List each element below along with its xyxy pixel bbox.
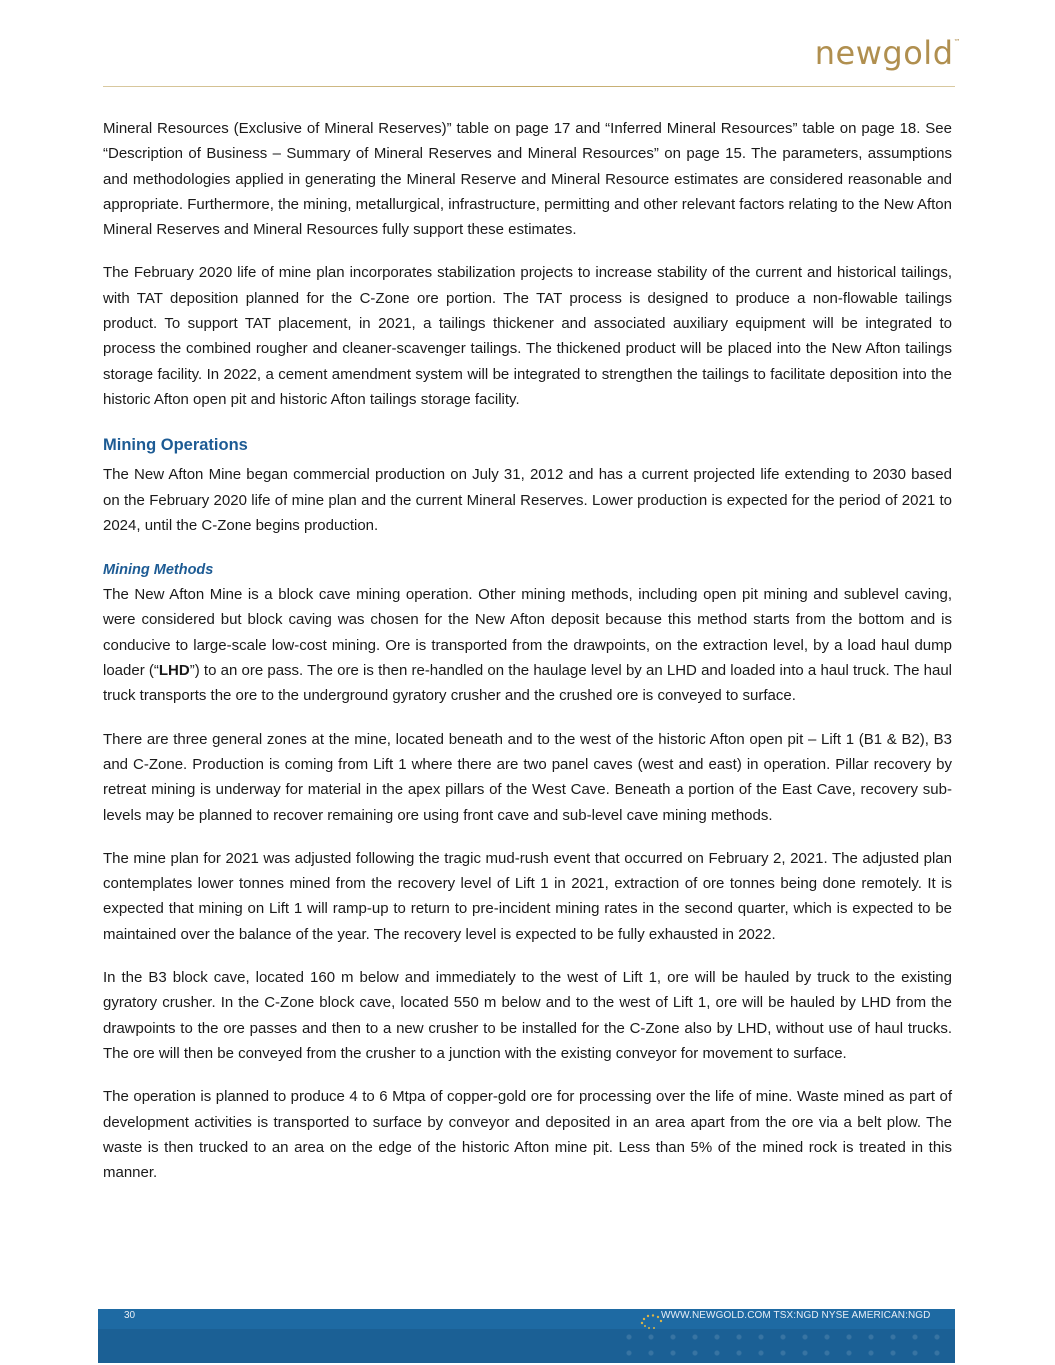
footer-bar <box>98 1309 955 1363</box>
footer-pattern <box>618 1329 955 1363</box>
paragraph-production: The New Afton Mine began commercial production on July 31, 2012 and has a current projected life extending to 2030 based on the February 2020 life of mine plan and the current Mineral Reserves. Lower production is expected for the period of 2021 to 2024, until the C-Zone begins production. <box>103 466 952 534</box>
newgold-logo <box>815 34 961 72</box>
paragraph-tailings: The February 2020 life of mine plan incorporates stabilization projects to increase stability of the current and historical tailings, with TAT deposition planned for the C-Zone ore portion. The TAT process is designed to produce a non-flowable tailings product. To support TAT placement, in 2021, a tailings thickener and associated auxiliary equipment will be integrated to process the combined rougher and cleaner-scavenger tailings. The thickened product will be placed into the New Afton tailings storage facility. In 2022, a cement amendment system will be integrated to strengthen the tailings to facilitate deposition into the historic Afton open pit and historic Afton tailings storage facility. <box>103 264 952 408</box>
paragraph-mine-plan: The mine plan for 2021 was adjusted following the tragic mud-rush event that occurred on February 2, 2021. The adjusted plan contemplates lower tonnes mined from the recovery level of Lift 1 in 2021, extraction of ore tonnes being done remotely. It is expected that mining on Lift 1 will ramp-up to return to pre-incident mining rates in the second quarter, which is expected to be maintained over the balance of the year. The recovery level is expected to be fully exhausted in 2022. <box>103 849 952 943</box>
block-cave-text-a: The New Afton Mine is a block cave mining operation. Other mining methods, including open pit mining and sublevel caving, were considered but block caving was chosen for the New Afton deposit because this method starts from the bottom and is conducive to large-scale low-cost mining. Ore is transported from the drawpoints, on the extraction level, by a load haul dump loader (“ <box>103 586 952 680</box>
paragraph-resources: Mineral Resources (Exclusive of Mineral Reserves)” table on page 17 and “Inferred Mineral Resources” table on page 18. See “Description of Business – Summary of Mineral Reserves and Mineral Resources” on page 15. The parameters, assumptions and methodologies applied in generating the Mineral Reserve and Mineral Resource estimates are considered reasonable and appropriate. Furthermore, the mining, metallurgical, infrastructure, permitting and other relevant factors relating to the New Afton Mineral Reserves and Mineral Resources fully support these estimates. <box>103 120 952 239</box>
footer-links[interactable]: WWW.NEWGOLD.COM TSX:NGD NYSE AMERICAN:NGD <box>661 1310 931 1321</box>
page-number: 30 <box>124 1310 136 1321</box>
heading-mining-operations: Mining Operations <box>103 436 248 455</box>
paragraph-block-cave <box>103 582 952 708</box>
header-divider <box>103 86 955 87</box>
paragraph-throughput: The operation is planned to produce 4 to 6 Mtpa of copper-gold ore for processing over the life of mine. Waste mined as part of development activities is transported to surface by conveyor and deposited in an area apart from the ore via a belt plow. The waste is then trucked to an area on the edge of the historic Afton mine pit. Less than 5% of the mined rock is treated in this manner. <box>103 1088 952 1182</box>
paragraph-b3-czone: In the B3 block cave, located 160 m below and immediately to the west of Lift 1, ore will be hauled by truck to the existing gyratory crusher. In the C-Zone block cave, located 550 m below and to the west of Lift 1, ore will be hauled by LHD from the drawpoints to the ore passes and then to a new crusher to be installed for the C-Zone also by LHD, without use of haul trucks. The ore will then be conveyed from the crusher to a junction with the existing conveyor for movement to surface. <box>103 969 952 1062</box>
paragraph-zones: There are three general zones at the mine, located beneath and to the west of the historic Afton open pit – Lift 1 (B1 & B2), B3 and C-Zone. Production is coming from Lift 1 where there are two panel caves (west and east) in operation. Pillar recovery by retreat mining is underway for material in the apex pillars of the West Cave. Beneath a portion of the East Cave, recovery sub-levels may be planned to recover remaining ore using front cave and sub-level cave mining methods. <box>103 730 952 824</box>
lhd-term: LHD <box>158 662 190 680</box>
logo-trademark: ™ <box>953 38 961 46</box>
block-cave-text-b: ”) to an ore pass. The ore is then re-handled on the haulage level by an LHD and loaded into a haul truck. The haul truck transports the ore to the underground gyratory crusher and the crushed ore is conveyed to surface. <box>103 662 953 705</box>
logo-text: newgold <box>814 34 954 72</box>
document-body <box>103 116 952 1203</box>
heading-mining-methods: Mining Methods <box>103 562 214 579</box>
